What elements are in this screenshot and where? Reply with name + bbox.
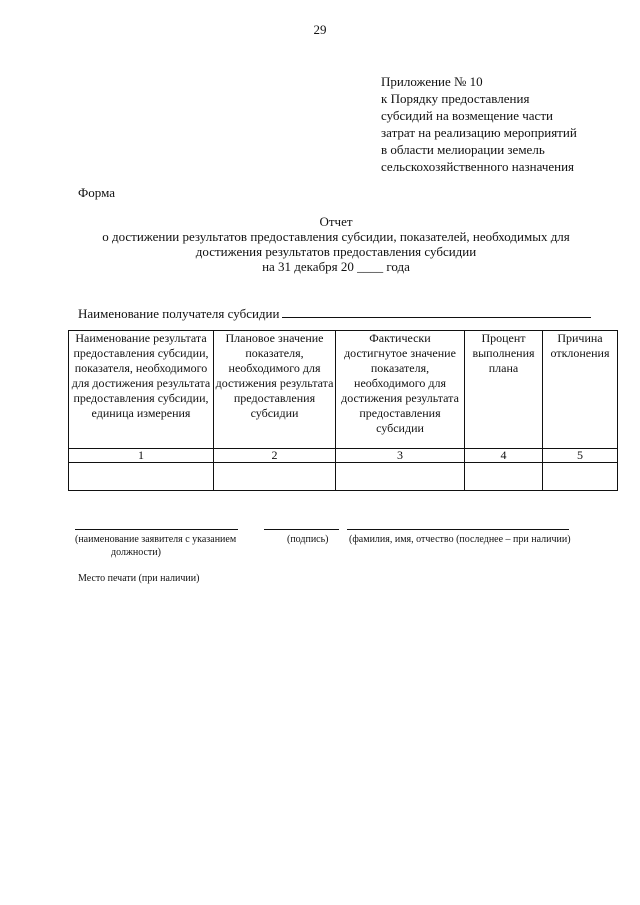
appendix-line: сельскохозяйственного назначения bbox=[381, 159, 575, 174]
column-number: 4 bbox=[465, 449, 543, 463]
recipient-input-line[interactable] bbox=[282, 305, 591, 318]
title-line: достижения результатов предоставления субсидии bbox=[195, 244, 477, 259]
full-name-caption: (фамилия, имя, отчество (последнее – при наличии) bbox=[349, 534, 571, 545]
title-line: Отчет bbox=[319, 214, 353, 229]
signature-caption: (подпись) bbox=[287, 534, 329, 545]
header-cell-plan: Плановое значение показателя, необходимого для достижения результата предоставления субсидии bbox=[214, 331, 336, 449]
recipient-label: Наименование получателя субсидии bbox=[78, 306, 280, 321]
table-cell[interactable] bbox=[465, 463, 543, 491]
header-cell-result: Наименование результата предоставления субсидии, показателя, необходимого для достижения результата предоставления субсидии, единица измерения bbox=[69, 331, 214, 449]
applicant-caption bbox=[75, 533, 275, 559]
table-header-row bbox=[69, 331, 618, 449]
title-line: на 31 декабря 20 ____ года bbox=[262, 259, 410, 274]
table-cell[interactable] bbox=[336, 463, 465, 491]
appendix-line: субсидий на возмещение части bbox=[381, 108, 553, 123]
table-cell[interactable] bbox=[543, 463, 618, 491]
table-row bbox=[69, 463, 618, 491]
table-cell[interactable] bbox=[214, 463, 336, 491]
table-cell[interactable] bbox=[69, 463, 214, 491]
appendix-line: затрат на реализацию мероприятий bbox=[381, 125, 577, 140]
form-label: Форма bbox=[78, 185, 115, 200]
signature-line[interactable] bbox=[264, 529, 339, 530]
report-table bbox=[68, 330, 618, 491]
column-number: 3 bbox=[336, 449, 465, 463]
appendix-line: в области мелиорации земель bbox=[381, 142, 545, 157]
applicant-signature-line[interactable] bbox=[75, 529, 238, 530]
applicant-caption-line: должности) bbox=[111, 547, 161, 558]
appendix-line: к Порядку предоставления bbox=[381, 91, 530, 106]
header-cell-percent: Процент выполнения плана bbox=[465, 331, 543, 449]
applicant-caption-line: (наименование заявителя с указанием bbox=[75, 534, 237, 545]
header-cell-reason: Причина отклонения bbox=[543, 331, 618, 449]
column-number: 1 bbox=[69, 449, 214, 463]
column-number: 2 bbox=[214, 449, 336, 463]
appendix-line: Приложение № 10 bbox=[381, 74, 483, 89]
appendix-block bbox=[381, 73, 577, 175]
page-number: 29 bbox=[313, 22, 327, 37]
header-cell-actual: Фактически достигнутое значение показателя, необходимого для достижения результата предоставления субсидии bbox=[336, 331, 465, 449]
report-title bbox=[0, 214, 640, 274]
recipient-row bbox=[78, 305, 591, 322]
column-number: 5 bbox=[543, 449, 618, 463]
stamp-label: Место печати (при наличии) bbox=[78, 573, 200, 584]
table-number-row bbox=[69, 449, 618, 463]
title-line: о достижении результатов предоставления субсидии, показателей, необходимых для bbox=[102, 229, 570, 244]
full-name-line[interactable] bbox=[347, 529, 569, 530]
